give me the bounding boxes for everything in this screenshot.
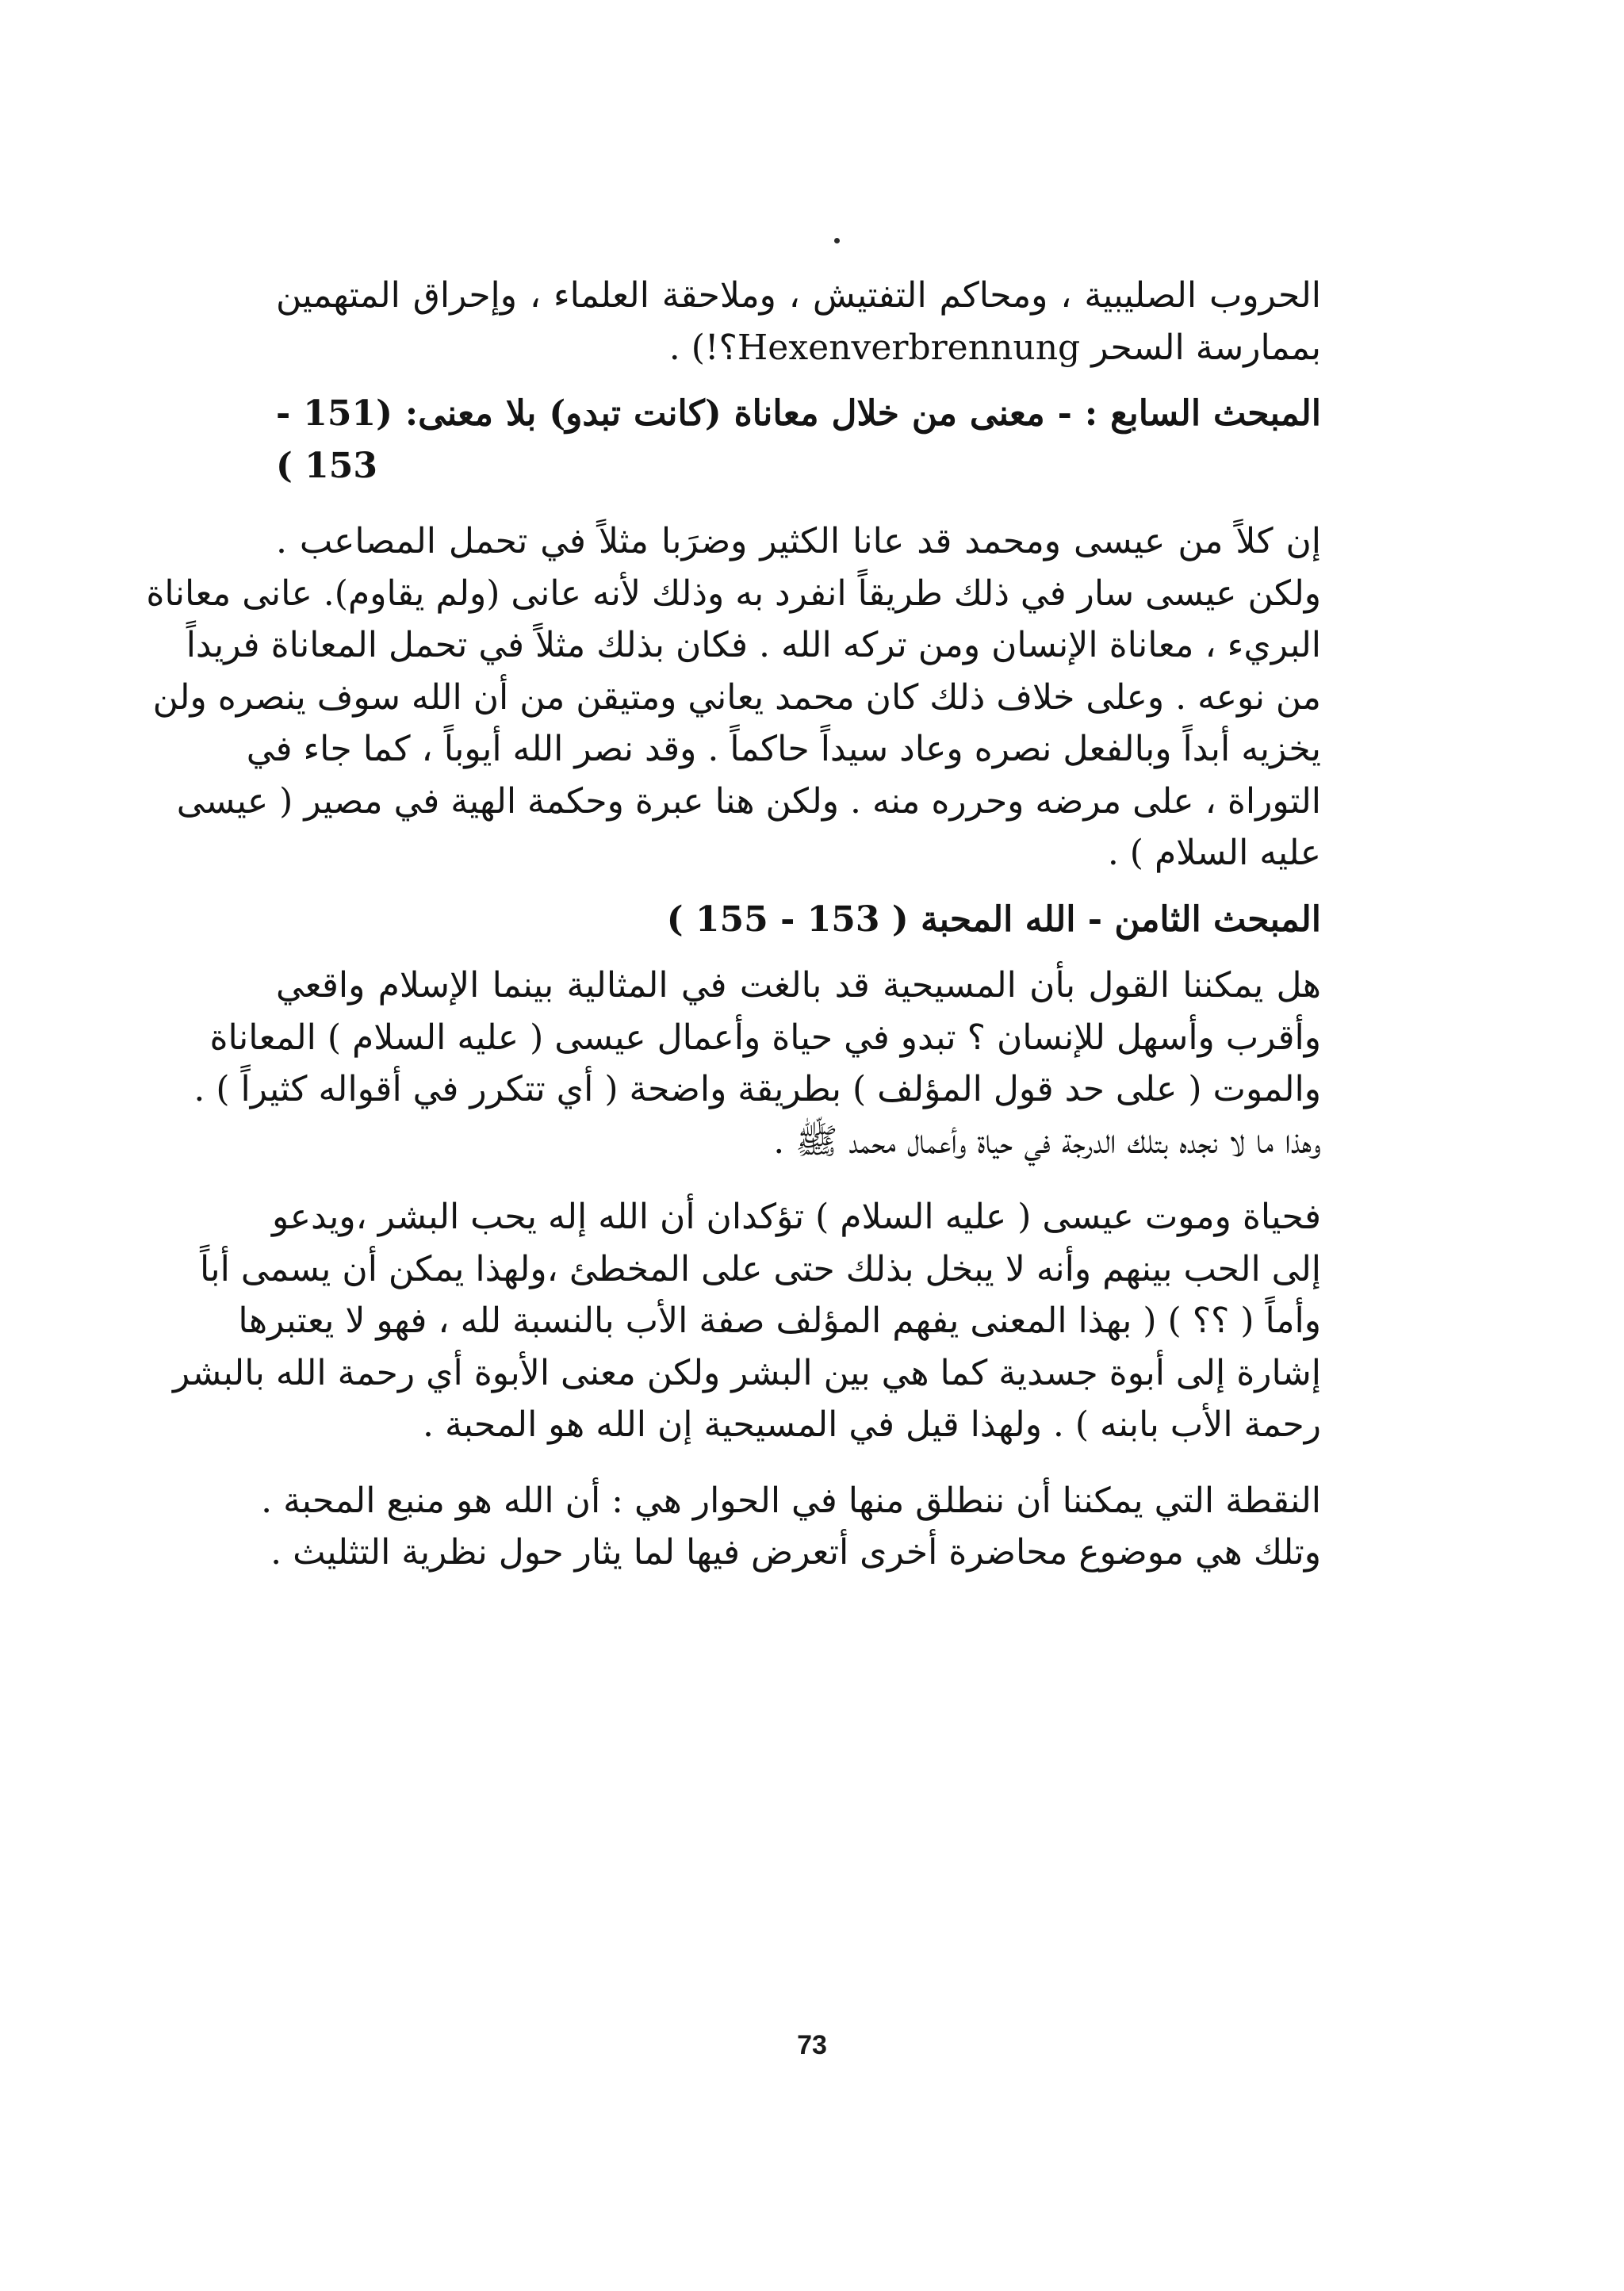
text-line: رحمة الأب بابنه ) . ولهذا قيل في المسيحية إن الله هو المحبة .	[423, 1404, 1321, 1445]
paragraph-love	[172, 1191, 1321, 1451]
text-line: وأقرب وأسهل للإنسان ؟ تبدو في حياة وأعمال عيسى ( عليه السلام ) المعاناة	[209, 1017, 1321, 1058]
page-number: 73	[797, 2030, 827, 2060]
text-line: إشارة إلى أبوة جسدية كما هي بين البشر ولكن معنى الأبوة أي رحمة الله بالبشر	[172, 1352, 1321, 1393]
text-line: يخزيه أبداً وبالفعل نصره وعاد سيداً حاكماً . وقد نصر الله أيوباً ، كما جاء في	[246, 729, 1321, 769]
text-line: إن كلاً من عيسى ومحمد قد عانا الكثير وضرَبا مثلاً في تحمل المصاعب .	[276, 521, 1321, 561]
paragraph-crusades	[276, 270, 1321, 374]
text-line: النقطة التي يمكننا أن ننطلق منها في الحوار هي : أن الله هو منبع المحبة .	[261, 1480, 1321, 1521]
text-line: عليه السلام ) .	[1107, 833, 1321, 873]
heading-line: المبحث السابع : - معنى من خلال معاناة (كانت تبدو) بلا معنى: (151 -	[276, 393, 1321, 434]
text-line: من نوعه . وعلى خلاف ذلك كان محمد يعاني ومتيقن من أن الله سوف ينصره ولن	[152, 676, 1321, 718]
page-body	[146, 270, 1321, 1579]
heading-line: المبحث الثامن - الله المحبة ( 153 - 155 )	[666, 898, 1321, 940]
text-line: بممارسة السحر Hexenverbrennung؟!) .	[668, 327, 1321, 368]
text-line: هل يمكننا القول بأن المسيحية قد بالغت في المثالية بينما الإسلام واقعي	[276, 965, 1321, 1006]
text-line: ولكن عيسى سار في ذلك طريقاً انفرد به وذلك لأنه عانى (ولم يقاوم). عانى معاناة	[146, 573, 1321, 614]
text-line: وهذا ما لا نجده بتلك الدرجة في حياة وأعمال محمد ﷺ .	[773, 1121, 1321, 1162]
text-line: الحروب الصليبية ، ومحاكم التفتيش ، وملاحقة العلماء ، وإحراق المتهمين	[276, 275, 1321, 316]
text-line: التوراة ، على مرضه وحرره منه . ولكن هنا عبرة وحكمة الهية في مصير ( عيسى	[176, 780, 1321, 822]
section-heading-seventh	[276, 388, 1321, 492]
section-heading-eighth	[276, 894, 1321, 946]
text-line: وتلك هي موضوع محاضرة أخرى أتعرض فيها لما يثار حول نظرية التثليث .	[270, 1532, 1321, 1573]
paragraph-idealism	[193, 960, 1321, 1167]
paragraph-dialogue	[261, 1475, 1321, 1579]
text-line: وأماً ( ؟؟ ) ( بهذا المعنى يفهم المؤلف صفة الأب بالنسبة لله ، فهو لا يعتبرها	[238, 1301, 1321, 1341]
text-line: إلى الحب بينهم وأنه لا يبخل بذلك حتى على المخطئ ،ولهذا يمكن أن يسمى أباً	[199, 1248, 1321, 1289]
paragraph-suffering	[146, 515, 1321, 879]
text-line: فحياة وموت عيسى ( عليه السلام ) تؤكدان أن الله إله يحب البشر ،ويدعو	[272, 1197, 1321, 1237]
text-line: البريء ، معاناة الإنسان ومن تركه الله . فكان بذلك مثلاً في تحمل المعاناة فريداً	[186, 625, 1321, 665]
scan-speck	[834, 238, 840, 243]
heading-line: 153 )	[276, 445, 377, 486]
text-line: والموت ( على حد قول المؤلف ) بطريقة واضحة ( أي تتكرر في أقواله كثيراً ) .	[193, 1069, 1321, 1109]
